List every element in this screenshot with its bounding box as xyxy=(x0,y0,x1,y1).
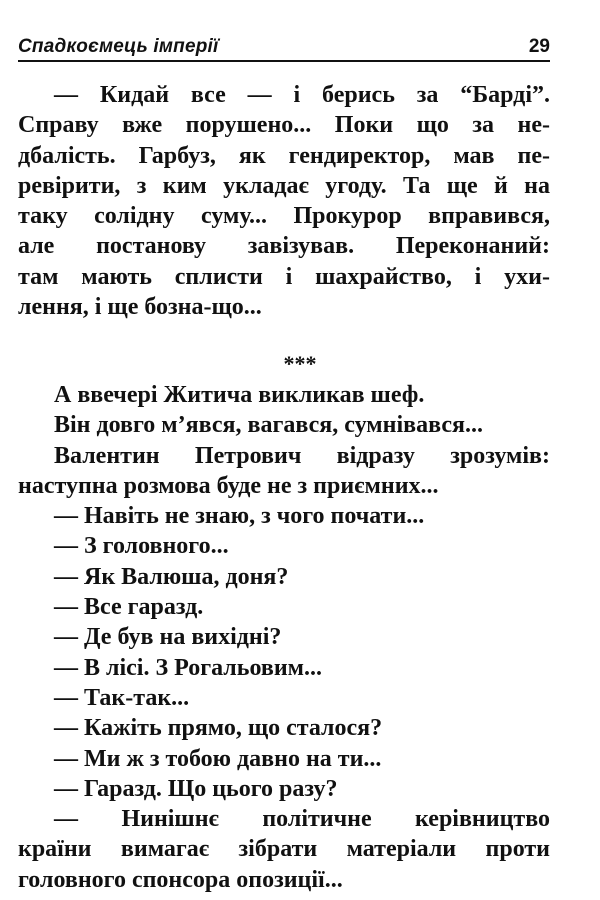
dialogue-line: — В лісі. З Рогальовим... xyxy=(54,654,322,681)
text-line: таку солідну суму... Прокурор вправився, xyxy=(18,203,550,230)
text-line: країни вимагає зібрати матеріали проти xyxy=(18,836,550,863)
dialogue-line: — Ми ж з тобою давно на ти... xyxy=(54,745,382,772)
section-separator: *** xyxy=(283,351,317,376)
dialogue-line: — Гаразд. Що цього разу? xyxy=(54,775,338,802)
dialogue-line: — Все гаразд. xyxy=(54,594,204,621)
text-line: Валентин Петрович відразу зрозумів: xyxy=(54,442,550,469)
running-head xyxy=(18,34,550,62)
header-rule xyxy=(18,60,550,62)
dialogue-line: — Де був на вихідні? xyxy=(54,624,282,651)
text-line: Справу вже порушено... Поки що за не- xyxy=(18,112,550,139)
dialogue-line: — З головного... xyxy=(54,533,229,560)
text-line: наступна розмова буде не з приємних... xyxy=(18,472,439,499)
text-line: дбалість. Гарбуз, як гендиректор, мав пе- xyxy=(18,142,550,169)
dialogue-line: — Нинішнє політичне керівництво xyxy=(54,806,550,833)
text-line: там мають сплисти і шахрайство, і ухи- xyxy=(18,263,550,290)
text-line: — Кидай все — і берись за “Барді”. xyxy=(54,82,550,108)
running-title: Спадкоємець імперії xyxy=(18,36,219,57)
text-line: але постанову завізував. Переконаний: xyxy=(18,233,550,260)
section-dialogue xyxy=(18,380,550,895)
page-number: 29 xyxy=(528,36,550,57)
text-line: головного спонсора опозиції... xyxy=(18,866,343,893)
text-line: лення, і ще бозна-що... xyxy=(18,294,262,321)
dialogue-line: — Кажіть прямо, що сталося? xyxy=(54,715,383,742)
dialogue-line: — Як Валюша, доня? xyxy=(54,563,289,590)
paragraph-prosecutor xyxy=(18,80,550,322)
text-line: Він довго м’явся, вагався, сумнівався... xyxy=(54,412,483,439)
text-line: А ввечері Житича викликав шеф. xyxy=(54,382,425,408)
text-line: ревірити, з ким укладає угоду. Та ще й на xyxy=(18,172,550,199)
dialogue-line: — Так-так... xyxy=(54,684,190,711)
dialogue-line: — Навіть не знаю, з чого почати... xyxy=(54,503,425,530)
